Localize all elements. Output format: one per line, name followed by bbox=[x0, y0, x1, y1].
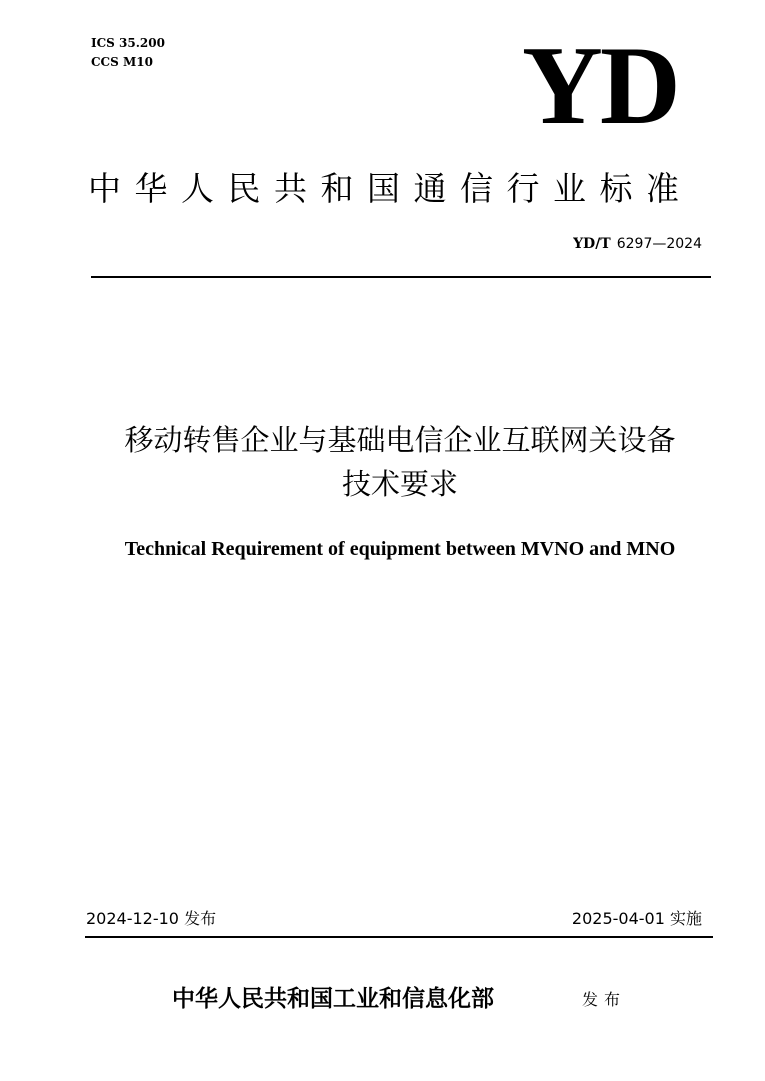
standard-category-title: 中华人民共和国通信行业标准 bbox=[88, 169, 693, 208]
issue-date: 2024-12-10 发布 bbox=[86, 909, 217, 928]
publisher-name: 中华人民共和国工业和信息化部 bbox=[172, 985, 494, 1012]
classification-codes bbox=[91, 34, 165, 72]
yd-logo: YD bbox=[522, 24, 678, 148]
ccs-code: CCS M10 bbox=[91, 55, 153, 69]
document-title-en: Technical Requirement of equipment between MVNO and MNO bbox=[124, 538, 676, 560]
title-zh-line-2: 技术要求 bbox=[341, 467, 458, 501]
effective-date: 2025-04-01 实施 bbox=[571, 909, 702, 928]
standard-number bbox=[573, 235, 702, 253]
title-zh-line-1: 移动转售企业与基础电信企业互联网关设备 bbox=[124, 423, 676, 457]
standard-code: YD/T bbox=[573, 236, 611, 252]
top-divider bbox=[91, 276, 711, 278]
ics-code: ICS 35.200 bbox=[91, 36, 165, 50]
standard-number-value: 6297—2024 bbox=[616, 236, 702, 252]
publish-label: 发布 bbox=[582, 990, 627, 1009]
bottom-divider bbox=[85, 936, 713, 938]
document-title-zh bbox=[0, 418, 765, 506]
